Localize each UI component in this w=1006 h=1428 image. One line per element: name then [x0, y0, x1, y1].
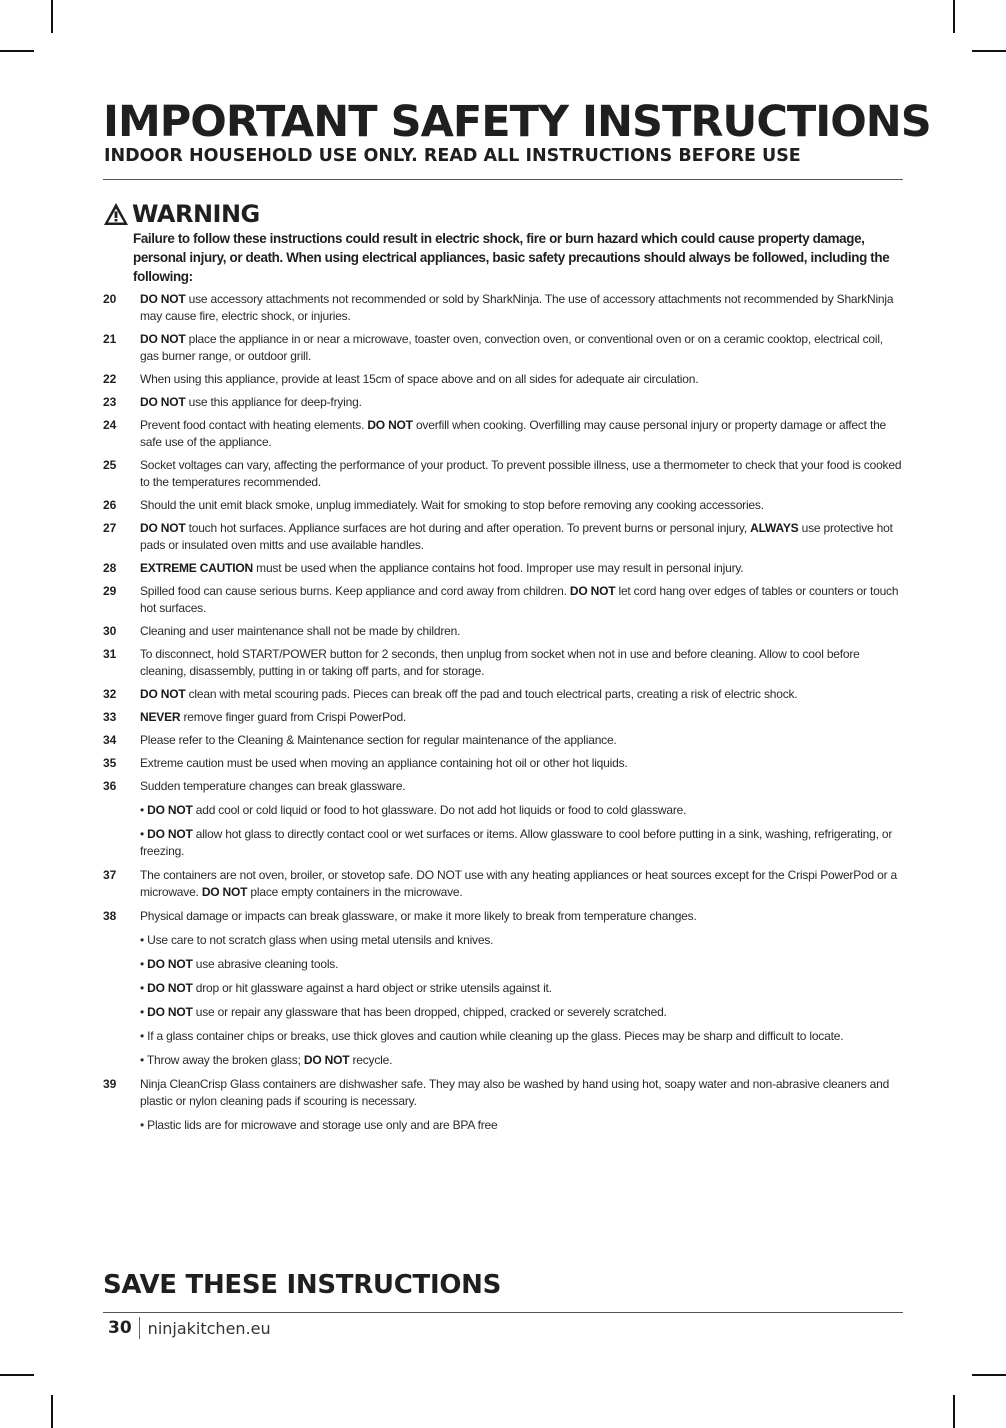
instruction-item	[103, 686, 903, 703]
warning-label: WARNING	[132, 200, 260, 228]
page-number: 30	[108, 1318, 132, 1338]
emphasis-text: DO NOT	[140, 521, 186, 535]
instruction-text	[140, 394, 903, 411]
instruction-number: 22	[103, 372, 117, 386]
crop-mark	[972, 50, 1006, 52]
instruction-text-segment: • Use care to not scratch glass when using metal utensils and knives.	[140, 933, 494, 947]
instruction-text-segment: •	[140, 1005, 148, 1019]
instruction-text-segment: •	[140, 803, 148, 817]
instruction-number: 28	[103, 561, 117, 575]
instruction-item	[103, 394, 903, 411]
instruction-text	[140, 709, 903, 726]
instruction-text-segment: clean with metal scouring pads. Pieces can break off the pad and touch electrical parts, creating a risk of electric shock.	[185, 687, 798, 701]
instruction-text	[140, 1052, 903, 1069]
instruction-text-segment: Sudden temperature changes can break glassware.	[140, 779, 406, 793]
instruction-text	[140, 1076, 903, 1110]
instruction-subitem	[103, 1117, 903, 1134]
instruction-text-segment: Spilled food can cause serious burns. Keep appliance and cord away from children.	[140, 584, 570, 598]
instruction-text	[140, 646, 903, 680]
instruction-text-segment: allow hot glass to directly contact cool or wet surfaces or items. Allow glassware to cool before putting in a sink, washing, refrigerating, or freezing.	[140, 827, 893, 858]
instruction-item	[103, 646, 903, 680]
instruction-number: 38	[103, 909, 117, 923]
instruction-text	[140, 932, 903, 949]
instruction-item	[103, 331, 903, 365]
instruction-number: 37	[103, 868, 117, 882]
instruction-item	[103, 908, 903, 925]
instruction-number: 35	[103, 756, 117, 770]
instruction-text-segment: add cool or cold liquid or food to hot glassware. Do not add hot liquids or food to cold glassware.	[192, 803, 687, 817]
instruction-text-segment: Ninja CleanCrisp Glass containers are dishwasher safe. They may also be washed by hand using hot, soapy water and non-abrasive cleaners and plastic or nylon cleaning pads if scouring is necessary.	[140, 1077, 890, 1108]
warning-triangle-icon	[103, 202, 129, 226]
crop-mark	[0, 1374, 34, 1376]
instruction-text	[140, 826, 903, 860]
instruction-subitem	[103, 1004, 903, 1021]
instruction-number: 39	[103, 1077, 117, 1091]
instruction-text	[140, 867, 903, 901]
instruction-text	[140, 732, 903, 749]
instruction-item	[103, 778, 903, 795]
instruction-text-segment: overfill when cooking. Overfilling may cause personal injury or property damage or affect the safe use of the appliance.	[140, 418, 887, 449]
instruction-number: 34	[103, 733, 117, 747]
instruction-text-segment: use protective hot pads or insulated oven mitts and use available handles.	[140, 521, 893, 552]
instruction-text-segment: •	[140, 827, 148, 841]
instruction-text	[140, 497, 903, 514]
emphasis-text: NEVER	[140, 710, 181, 724]
instruction-text-segment: •	[140, 981, 148, 995]
instruction-text	[140, 623, 903, 640]
instruction-subitem	[103, 932, 903, 949]
instruction-text	[140, 908, 903, 925]
instruction-number: 25	[103, 458, 117, 472]
instruction-text-segment: use accessory attachments not recommended or sold by SharkNinja. The use of accessory attachments not recommended by SharkNinja may cause fire, electric shock, or injuries.	[140, 292, 894, 323]
instruction-text	[140, 802, 903, 819]
instruction-text	[140, 980, 903, 997]
instruction-text-segment: place empty containers in the microwave.	[247, 885, 463, 899]
instruction-text	[140, 417, 903, 451]
instruction-text	[140, 1004, 903, 1021]
instruction-subitem	[103, 1028, 903, 1045]
page-subtitle: INDOOR HOUSEHOLD USE ONLY. READ ALL INSTRUCTIONS BEFORE USE	[104, 146, 801, 166]
emphasis-text: DO NOT	[147, 981, 193, 995]
instruction-text	[140, 778, 903, 795]
crop-mark	[972, 1374, 1006, 1376]
instruction-text-segment: let cord hang over edges of tables or counters or touch hot surfaces.	[140, 584, 899, 615]
instruction-text	[140, 560, 903, 577]
instruction-item	[103, 457, 903, 491]
emphasis-text: DO NOT	[201, 885, 248, 899]
warning-text: Failure to follow these instructions could result in electric shock, fire or burn hazard which could cause property damage, personal injury, or death. When using electrical appliances, basic safety precautions should always be followed, including the following:	[133, 231, 890, 284]
instruction-item	[103, 867, 903, 901]
emphasis-text: DO NOT	[147, 957, 193, 971]
instruction-item	[103, 1076, 903, 1110]
instruction-text	[140, 331, 903, 365]
instruction-number: 36	[103, 779, 117, 793]
instruction-text	[140, 956, 903, 973]
instruction-text-segment: touch hot surfaces. Appliance surfaces are hot during and after operation. To prevent burns or personal injury,	[185, 521, 751, 535]
instruction-text-segment: • If a glass container chips or breaks, use thick gloves and caution while cleaning up the glass. Pieces may be sharp and difficult to locate.	[140, 1029, 844, 1043]
instruction-number: 29	[103, 584, 117, 598]
instruction-item	[103, 732, 903, 749]
emphasis-text: EXTREME CAUTION	[140, 561, 254, 575]
emphasis-text: ALWAYS	[750, 521, 799, 535]
instruction-text-segment: use or repair any glassware that has been dropped, chipped, cracked or severely scratched.	[192, 1005, 667, 1019]
instruction-subitem	[103, 826, 903, 860]
save-instructions-heading: SAVE THESE INSTRUCTIONS	[103, 1270, 502, 1300]
instruction-text-segment: Cleaning and user maintenance shall not be made by children.	[140, 624, 461, 638]
instruction-subitem	[103, 956, 903, 973]
instruction-number: 30	[103, 624, 117, 638]
instruction-text	[140, 583, 903, 617]
emphasis-text: DO NOT	[140, 332, 186, 346]
instruction-number: 33	[103, 710, 117, 724]
instruction-text-segment: Physical damage or impacts can break glassware, or make it more likely to break from temperature changes.	[140, 909, 697, 923]
instruction-number: 20	[103, 292, 117, 306]
instruction-text-segment: •	[140, 957, 148, 971]
instruction-text-segment: Socket voltages can vary, affecting the performance of your product. To prevent possible illness, use a thermometer to check that your food is cooked to the temperatures recommended.	[140, 458, 902, 489]
crop-mark	[51, 1395, 53, 1428]
emphasis-text: DO NOT	[569, 584, 616, 598]
emphasis-text: DO NOT	[147, 803, 193, 817]
instruction-number: 26	[103, 498, 117, 512]
instruction-text-segment: Please refer to the Cleaning & Maintenance section for regular maintenance of the appliance.	[140, 733, 617, 747]
instruction-text-segment: recycle.	[349, 1053, 393, 1067]
instruction-item	[103, 371, 903, 388]
footer-divider	[103, 1312, 903, 1313]
instruction-text	[140, 686, 903, 703]
instruction-subitem	[103, 980, 903, 997]
instruction-text-segment: drop or hit glassware against a hard object or strike utensils against it.	[192, 981, 552, 995]
instruction-item	[103, 417, 903, 451]
instruction-item	[103, 291, 903, 325]
warning-heading	[103, 199, 260, 229]
instruction-text-segment: use this appliance for deep-frying.	[185, 395, 362, 409]
instruction-text	[140, 520, 903, 554]
instruction-text-segment: place the appliance in or near a microwave, toaster oven, convection oven, or conventional oven or on a ceramic cooktop, electrical coil, gas burner range, or outdoor grill.	[140, 332, 883, 363]
page-footer	[108, 1316, 271, 1340]
instruction-text	[140, 291, 903, 325]
instruction-text-segment: use abrasive cleaning tools.	[192, 957, 339, 971]
emphasis-text: DO NOT	[140, 292, 186, 306]
instruction-text-segment: The containers are not oven, broiler, or stovetop safe. DO NOT use with any heating appliances or heat sources except for the Crispi PowerPod or a microwave.	[140, 868, 897, 899]
instruction-text-segment: When using this appliance, provide at least 15cm of space above and on all sides for adequate air circulation.	[140, 372, 699, 386]
website-url: ninjakitchen.eu	[147, 1318, 271, 1338]
instruction-item	[103, 520, 903, 554]
page-title: IMPORTANT SAFETY INSTRUCTIONS	[103, 97, 931, 147]
emphasis-text: DO NOT	[140, 687, 186, 701]
emphasis-text: DO NOT	[140, 395, 186, 409]
instruction-text-segment: • Throw away the broken glass;	[140, 1053, 304, 1067]
instruction-item	[103, 709, 903, 726]
instruction-text	[140, 1028, 903, 1045]
footer-separator	[139, 1317, 140, 1339]
emphasis-text: DO NOT	[367, 418, 413, 432]
instruction-number: 31	[103, 647, 117, 661]
instruction-number: 27	[103, 521, 117, 535]
instruction-list	[103, 291, 903, 1141]
crop-mark	[51, 0, 53, 33]
crop-mark	[0, 50, 34, 52]
instruction-text-segment: Should the unit emit black smoke, unplug immediately. Wait for smoking to stop before removing any cooking accessories.	[140, 498, 764, 512]
instruction-number: 24	[103, 418, 117, 432]
instruction-number: 21	[103, 332, 117, 346]
instruction-text-segment: To disconnect, hold START/POWER button for 2 seconds, then unplug from socket when not in use and before cleaning. Allow to cool before cleaning, disassembly, putting in or taking off parts, and for storage.	[140, 647, 860, 678]
instruction-text-segment: must be used when the appliance contains hot food. Improper use may result in personal injury.	[253, 561, 744, 575]
instruction-text-segment: Prevent food contact with heating elements.	[140, 418, 368, 432]
instruction-subitem	[103, 802, 903, 819]
emphasis-text: DO NOT	[147, 1005, 193, 1019]
crop-mark	[953, 1395, 955, 1428]
instruction-item	[103, 623, 903, 640]
instruction-item	[103, 497, 903, 514]
instruction-text-segment: • Plastic lids are for microwave and storage use only and are BPA free	[140, 1118, 498, 1132]
instruction-subitem	[103, 1052, 903, 1069]
emphasis-text: DO NOT	[303, 1053, 350, 1067]
instruction-item	[103, 560, 903, 577]
instruction-number: 23	[103, 395, 117, 409]
instruction-item	[103, 583, 903, 617]
instruction-text	[140, 1117, 903, 1134]
instruction-text-segment: remove finger guard from Crispi PowerPod.	[180, 710, 407, 724]
crop-mark	[953, 0, 955, 33]
instruction-text	[140, 457, 903, 491]
instruction-number: 32	[103, 687, 117, 701]
instruction-text	[140, 755, 903, 772]
header-divider	[103, 179, 903, 180]
instruction-item	[103, 755, 903, 772]
instruction-text	[140, 371, 903, 388]
instruction-text-segment: Extreme caution must be used when moving an appliance containing hot oil or other hot liquids.	[140, 756, 628, 770]
emphasis-text: DO NOT	[147, 827, 193, 841]
